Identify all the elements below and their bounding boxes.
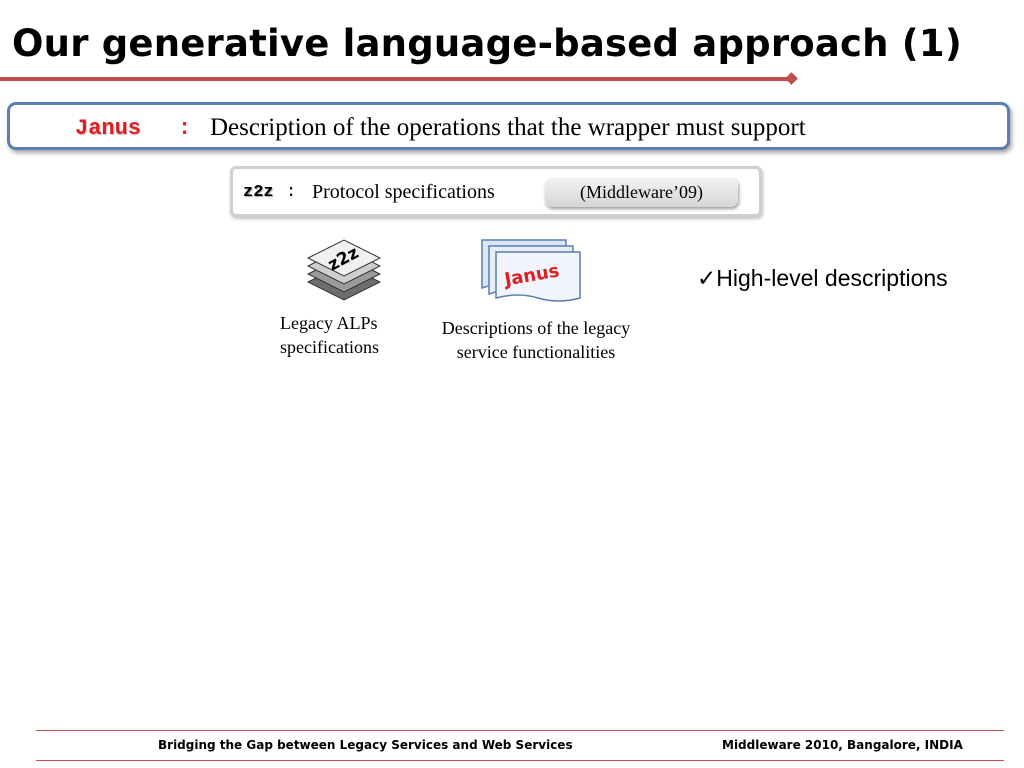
legacy-service-caption: Descriptions of the legacy service functionalities <box>441 318 631 362</box>
janus-icon-label: Janus <box>502 260 561 291</box>
z2z-colon: : <box>286 183 297 202</box>
footer-rule-top <box>36 730 1004 731</box>
janus-description: Description of the operations that the wrapper must support <box>210 114 806 141</box>
title-underline-diamond <box>785 72 798 85</box>
footer-rule-bottom <box>36 760 1004 761</box>
z2z-description: Protocol specifications <box>312 181 495 203</box>
legacy-alps-caption: Legacy ALPs specifications <box>280 313 379 357</box>
slide-title: Our generative language-based approach (1) <box>12 22 962 65</box>
janus-keyword: Janus <box>75 116 142 141</box>
footer-venue: Middleware 2010, Bangalore, INDIA <box>722 738 963 752</box>
janus-colon: : <box>178 116 192 141</box>
footer-presentation-title: Bridging the Gap between Legacy Services and Web Services <box>158 738 573 752</box>
z2z-keyword: z2z <box>243 183 274 202</box>
high-level-descriptions-bullet: ✓High-level descriptions <box>697 265 948 291</box>
janus-documents-icon <box>478 236 586 302</box>
z2z-stacked-layers-icon <box>304 236 384 302</box>
stack-icon-label: z2z <box>324 242 363 276</box>
middleware09-reference-badge: (Middleware’09) <box>545 178 738 207</box>
title-underline <box>0 77 792 81</box>
